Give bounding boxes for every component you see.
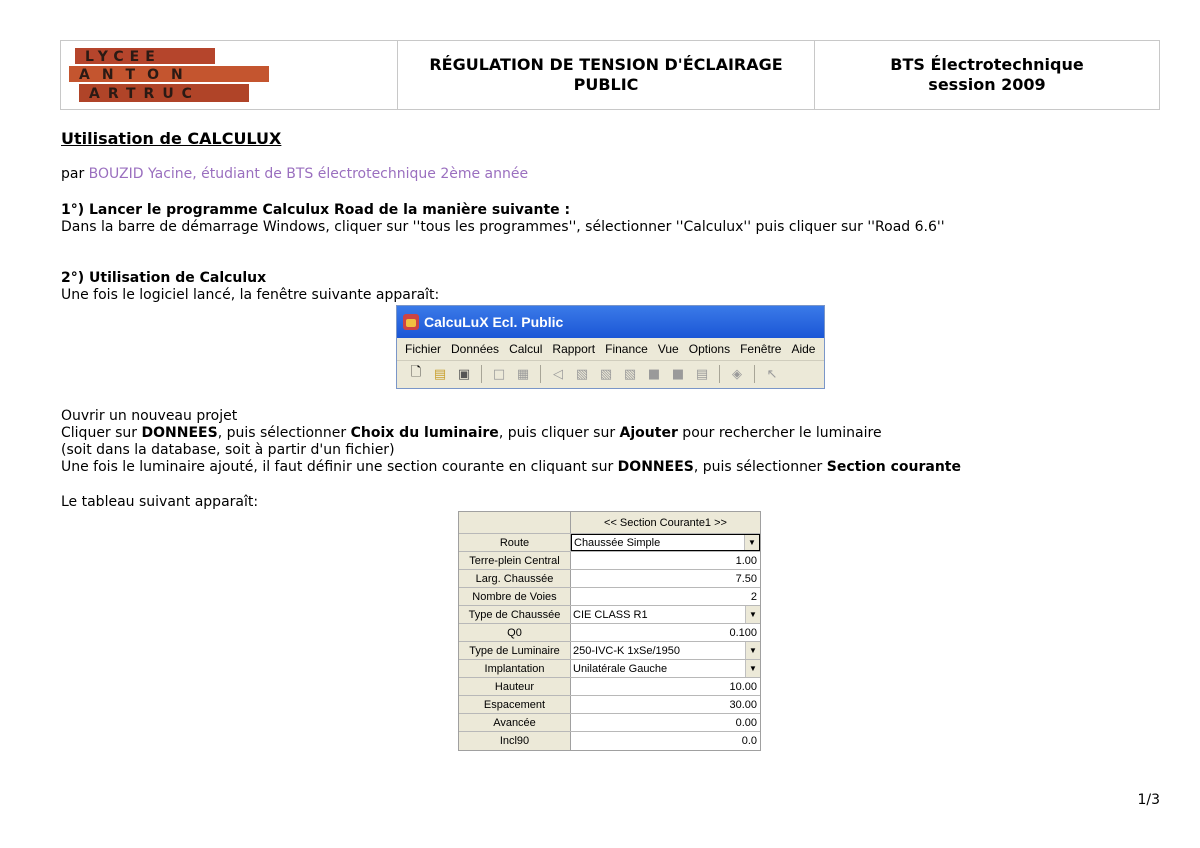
view-3d-1-icon[interactable]: ▧ [575, 366, 589, 382]
row-label: Type de Chaussée [459, 606, 571, 623]
row-label: Avancée [459, 714, 571, 731]
title-cell [398, 41, 815, 109]
calculux-window-screenshot [396, 305, 825, 389]
row-value-input[interactable]: 1.00 [571, 552, 760, 569]
page-title: Utilisation de CALCULUX [61, 129, 282, 148]
table-row [459, 696, 760, 714]
menu-vue[interactable]: Vue [657, 342, 679, 356]
section-courante-table [458, 511, 761, 751]
calculux-menubar [397, 338, 824, 360]
row-value-input[interactable]: 0.0 [571, 732, 760, 750]
doc-header-title-1: RÉGULATION DE TENSION D'ÉCLAIRAGE [429, 55, 783, 74]
help-pointer-icon[interactable]: ↖ [766, 366, 778, 382]
row-label: Type de Luminaire [459, 642, 571, 659]
table-row [459, 588, 760, 606]
table-row [459, 678, 760, 696]
row-select-value: Chaussée Simple [574, 536, 661, 549]
print-preview-icon[interactable]: □ [492, 366, 506, 382]
step-line-4: Une fois le luminaire ajouté, il faut définir une section courante en cliquant sur DONNEES, puis sélectionner Section courante [61, 459, 961, 475]
section-table-header-row [459, 512, 760, 534]
row-select-value: 250-IVC-K 1xSe/1950 [573, 644, 681, 657]
menu-fenetre[interactable]: Fenêtre [740, 342, 782, 356]
step-line-2: Cliquer sur DONNEES, puis sélectionner Choix du luminaire, puis cliquer sur Ajouter pour rechercher le luminaire [61, 425, 882, 441]
view-back-icon[interactable]: ◁ [553, 366, 563, 382]
session-line-2: session 2009 [928, 75, 1046, 94]
row-label: Hauteur [459, 678, 571, 695]
page-number: 1/3 [1137, 792, 1160, 808]
row-label: Larg. Chaussée [459, 570, 571, 587]
table-row [459, 534, 760, 552]
row-select[interactable] [571, 534, 760, 551]
doc-header-title-2: PUBLIC [573, 75, 639, 94]
calculux-title: CalcuLuX Ecl. Public [424, 314, 564, 330]
logo-line-1: LYCEE [85, 49, 161, 65]
school-logo [65, 44, 275, 106]
table-row [459, 552, 760, 570]
row-select-value: Unilatérale Gauche [573, 662, 668, 675]
view-3d-2-icon[interactable]: ▧ [599, 366, 613, 382]
view-3d-5-icon[interactable]: ■ [671, 366, 685, 382]
row-label: Espacement [459, 696, 571, 713]
section2-text: Une fois le logiciel lancé, la fenêtre suivante apparaît: [61, 287, 440, 303]
row-label: Q0 [459, 624, 571, 641]
dropdown-arrow-icon[interactable]: ▼ [745, 642, 760, 659]
row-select-value: CIE CLASS R1 [573, 608, 648, 621]
session-line-1: BTS Électrotechnique [890, 55, 1084, 74]
section-table-corner [459, 512, 571, 533]
row-value-input[interactable]: 30.00 [571, 696, 760, 713]
toolbar-separator [754, 365, 755, 383]
step-line-1: Ouvrir un nouveau projet [61, 408, 238, 424]
header-table [60, 40, 1160, 110]
view-3d-3-icon[interactable]: ▧ [623, 366, 637, 382]
dropdown-arrow-icon[interactable]: ▼ [745, 660, 760, 677]
section2-heading: 2°) Utilisation de Calculux [61, 270, 267, 286]
step-line-5: Le tableau suivant apparaît: [61, 494, 259, 510]
row-label: Route [459, 534, 571, 551]
row-select[interactable] [571, 606, 760, 623]
table-row [459, 714, 760, 732]
toolbar-separator [719, 365, 720, 383]
section1-text: Dans la barre de démarrage Windows, cliquer sur ''tous les programmes'', sélectionner ''Calculux'' puis cliquer sur ''Road 6.6'' [61, 219, 945, 235]
row-value-input[interactable]: 10.00 [571, 678, 760, 695]
byline-prefix: par [61, 166, 89, 182]
open-folder-icon[interactable]: ▤ [433, 366, 447, 382]
row-value-input[interactable]: 2 [571, 588, 760, 605]
table-row [459, 732, 760, 750]
menu-finance[interactable]: Finance [605, 342, 648, 356]
export-icon[interactable]: ▤ [695, 366, 709, 382]
table-row [459, 606, 760, 624]
row-value-input[interactable]: 7.50 [571, 570, 760, 587]
section1-heading: 1°) Lancer le programme Calculux Road de la manière suivante : [61, 202, 571, 218]
menu-calcul[interactable]: Calcul [509, 342, 543, 356]
print-icon[interactable]: ▦ [516, 366, 530, 382]
row-label: Terre-plein Central [459, 552, 571, 569]
toolbar-separator [540, 365, 541, 383]
row-select[interactable] [571, 660, 760, 677]
menu-donnees[interactable]: Données [451, 342, 500, 356]
logo-line-3: ARTRUC [89, 86, 200, 102]
table-row [459, 624, 760, 642]
menu-aide[interactable]: Aide [791, 342, 816, 356]
calculux-app-icon [403, 314, 419, 330]
toolbar-separator [481, 365, 482, 383]
school-logo-cell [61, 41, 398, 109]
row-value-input[interactable]: 0.100 [571, 624, 760, 641]
luminaire-icon[interactable]: ◈ [732, 366, 742, 382]
byline [61, 166, 528, 182]
view-3d-4-icon[interactable]: ■ [647, 366, 661, 382]
dropdown-arrow-icon[interactable]: ▼ [745, 606, 760, 623]
table-row [459, 570, 760, 588]
author-link[interactable]: BOUZID Yacine, étudiant de BTS électrotechnique 2ème année [88, 166, 529, 182]
table-row [459, 642, 760, 660]
row-value-input[interactable]: 0.00 [571, 714, 760, 731]
save-icon[interactable]: ▣ [457, 366, 471, 382]
new-file-icon[interactable]: 🗋 [410, 365, 422, 380]
session-cell [815, 41, 1159, 109]
table-row [459, 660, 760, 678]
menu-fichier[interactable]: Fichier [405, 342, 442, 356]
row-select[interactable] [571, 642, 760, 659]
row-label: Nombre de Voies [459, 588, 571, 605]
step-line-3: (soit dans la database, soit à partir d'un fichier) [61, 442, 395, 458]
calculux-toolbar [397, 360, 824, 387]
menu-rapport[interactable]: Rapport [552, 342, 596, 356]
row-label: Incl90 [459, 732, 571, 750]
section-nav-header[interactable]: << Section Courante1 >> [571, 512, 760, 533]
row-label: Implantation [459, 660, 571, 677]
menu-options[interactable]: Options [688, 342, 731, 356]
calculux-titlebar [397, 306, 824, 338]
dropdown-arrow-icon[interactable]: ▼ [744, 535, 759, 550]
logo-line-2: ANTON [79, 67, 195, 83]
